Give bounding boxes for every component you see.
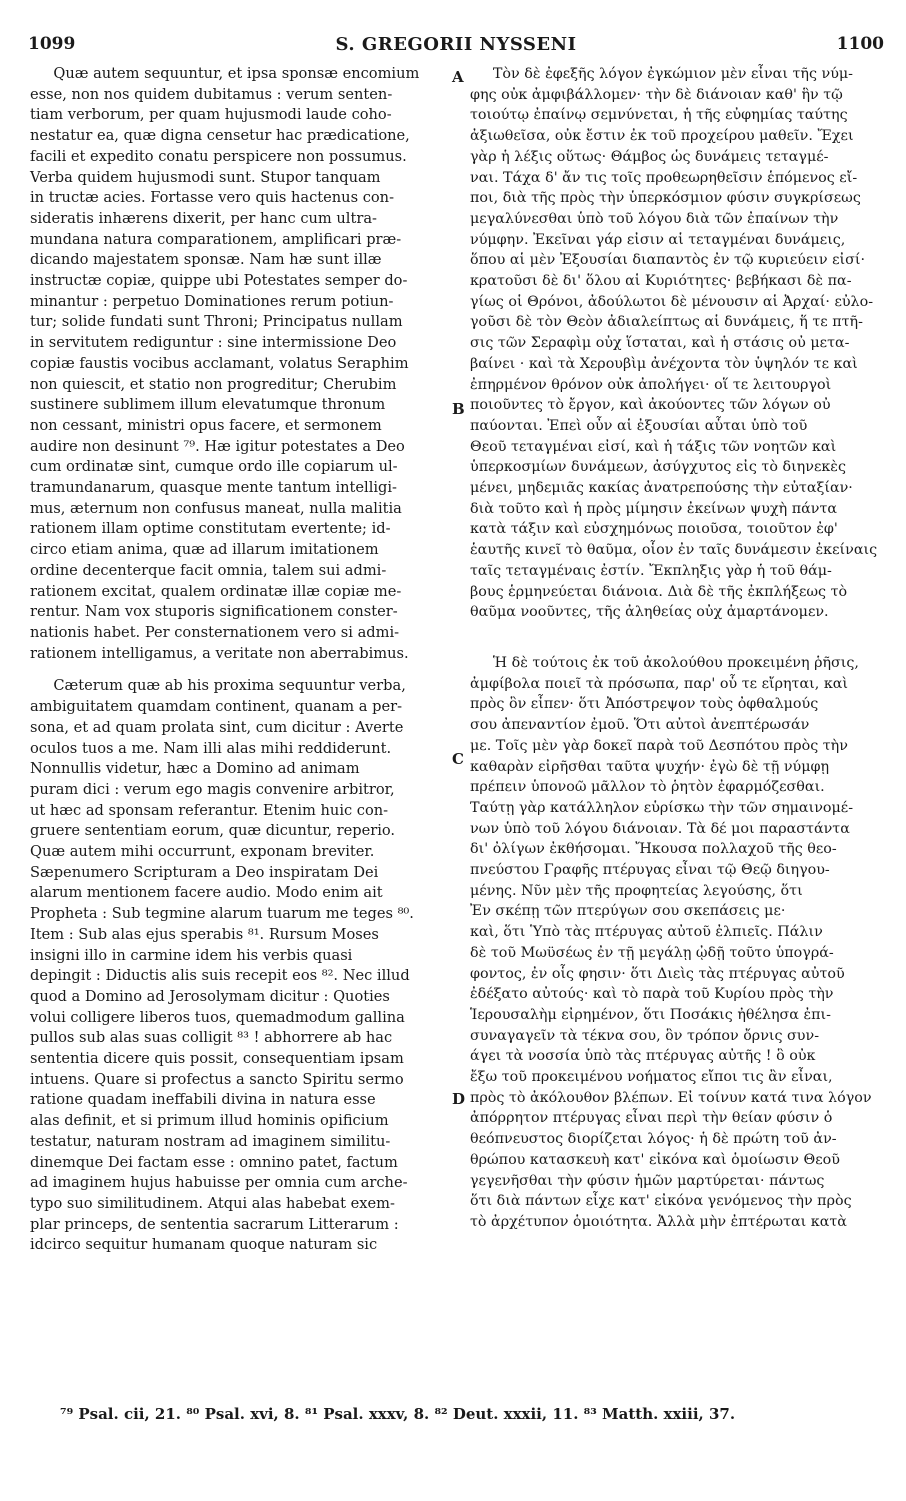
text-line: non cessant, ministri opus facere, et sermonem xyxy=(30,416,382,434)
text-line: facili et expedito conatu perspicere non possumus. xyxy=(30,147,407,165)
text-line: πνεύστου Γραφῆς πτέρυγας εἶναι τῷ Θεῷ διηγου- xyxy=(470,862,830,879)
text-line: δι' ὀλίγων ἐκθήσομαι. Ἤκουσα πολλαχοῦ τῆς θεο- xyxy=(470,841,837,858)
text-line: βαίνει · καὶ τὰ Χερουβὶμ ἀνέχοντα τὸν ὑψηλόν τε καὶ xyxy=(470,355,858,372)
page-title: S. GREGORII NYSSENI xyxy=(335,34,577,55)
text-line: Cæterum quæ ab his proxima sequuntur verba, xyxy=(53,677,406,695)
text-line: minantur : perpetuo Dominationes rerum potiun- xyxy=(30,292,394,310)
text-line: alarum mentionem facere audio. Modo enim ait xyxy=(30,884,383,902)
text-line: καθαρὰν εἰρῆσθαι ταῦτα ψυχήν· ἐγὼ δὲ τῇ νύμφῃ xyxy=(470,758,830,775)
text-line: γεγενῆσθαι τὴν φύσιν ἡμῶν μαρτύρεται· πάντως xyxy=(470,1172,825,1189)
text-line: tur; solide fundati sunt Throni; Principatus nullam xyxy=(30,313,403,331)
text-line: circo etiam anima, quæ ad illarum imitationem xyxy=(30,541,379,559)
text-line: depingit : Diductis alis suis recepit eos ⁸². Nec illud xyxy=(30,967,410,985)
text-line: rentur. Nam vox stuporis significationem conster- xyxy=(30,603,398,621)
text-line: cum ordinatæ sint, cumque ordo ille copiarum ul- xyxy=(30,458,398,476)
text-line: θαῦμα νοοῦντες, τῆς ἀληθείας οὐχ ἁμαρτάνομεν. xyxy=(470,604,829,621)
text-line: ὅτι διὰ πάντων εἶχε κατ' εἰκόνα γενόμενος τὴν πρὸς xyxy=(470,1193,852,1210)
text-line: intuens. Quare si profectus a sancto Spiritu sermo xyxy=(30,1070,404,1088)
text-line: sententia dicere quis possit, consequentiam ipsam xyxy=(30,1050,404,1068)
text-line: non quiescit, et statio non progreditur; Cherubim xyxy=(30,375,397,393)
text-line: ratione quadam ineffabili divina in natura esse xyxy=(30,1091,376,1109)
text-line: ad imaginem hujus habuisse per omnia cum arche- xyxy=(30,1174,408,1192)
text-line: γὰρ ἡ λέξις οὕτως· Θάμβος ὡς δυνάμεις τεταγμέ- xyxy=(470,148,829,165)
text-line: Sæpenumero Scripturam a Deo inspiratam Dei xyxy=(30,863,379,881)
text-line: άγει τὰ νοσσία ὑπὸ τὰς πτέρυγας αὐτῆς ! ὃ οὐκ xyxy=(470,1048,816,1065)
text-line: audire non desinunt ⁷⁹. Hæ igitur potestates a Deo xyxy=(30,437,405,455)
text-line: μένει, μηδεμιᾶς κακίας ἀνατρεπούσης τὴν εὐταξίαν· xyxy=(470,480,853,497)
latin-column xyxy=(30,64,450,1256)
text-line: tiam verborum, per quam hujusmodi laude coho- xyxy=(30,106,392,124)
margin-marker-a: A xyxy=(452,68,464,86)
text-line: καὶ, ὅτι Ὑπὸ τὰς πτέρυγας αὐτοῦ ἐλπιεῖς. Πάλιν xyxy=(470,924,823,941)
text-line: oculos tuos a me. Nam illi alas mihi reddiderunt. xyxy=(30,739,392,757)
text-line: Ἱερουσαλὴμ εἰρημένον, ὅτι Ποσάκις ἠθέλησα ἐπι- xyxy=(470,1006,831,1023)
text-line: ἔξω τοῦ προκειμένου νοήματος εἴποι τις ἂν εἶναι, xyxy=(470,1069,833,1086)
text-line: ut hæc ad sponsam referantur. Etenim huic con- xyxy=(30,801,389,819)
text-line: idcirco sequitur humanam quoque naturam sic xyxy=(30,1236,378,1254)
latin-paragraph xyxy=(30,64,450,664)
text-line: θεόπνευστος διορίζεται λόγος· ἡ δὲ πρώτη τοῦ ἀν- xyxy=(470,1131,837,1148)
text-line: testatur, naturam nostram ad imaginem similitu- xyxy=(30,1132,391,1150)
text-line: insigni illo in carmine idem his verbis quasi xyxy=(30,946,353,964)
running-header xyxy=(28,34,884,58)
text-line: παύονται. Ἐπεὶ οὖν αἱ ἐξουσίαι αὗται ὑπὸ τοῦ xyxy=(470,417,808,434)
text-line: rationem illam optime constitutam evertente; id- xyxy=(30,520,391,538)
text-line: Τὸν δὲ ἐφεξῆς λόγον ἐγκώμιον μὲν εἶναι τῆς νύμ- xyxy=(492,66,854,82)
footnotes: ⁷⁹ Psal. cii, 21. ⁸⁰ Psal. xvi, 8. ⁸¹ Psal. xxxv, 8. ⁸² Deut. xxxii, 11. ⁸³ Matth. xxiii, 37. xyxy=(60,1405,736,1423)
text-line: ordine decenterque facit omnia, talem sui admi- xyxy=(30,561,387,579)
text-line: κατὰ τάξιν καὶ εὐσχημόνως ποιοῦσα, τοιοῦτον ἐφ' xyxy=(470,521,838,538)
text-line: ἑαυτῆς κινεῖ τὸ θαῦμα, οἷον ἐν ταῖς δυνάμεσιν ἐκείναις xyxy=(470,542,878,559)
text-line: ἀπόρρητον πτέρυγας εἶναι περὶ τὴν θείαν φύσιν ὁ xyxy=(470,1110,833,1127)
text-line: πρὸς ὃν εἶπεν· ὅτι Ἀπόστρεψον τοὺς ὀφθαλμούς xyxy=(470,696,819,713)
text-line: ἀξιωθεῖσα, οὐκ ἔστιν ἐκ τοῦ προχείρου μαθεῖν. Ἔχει xyxy=(470,128,854,145)
text-line: γίως οἱ Θρόνοι, ἀδούλωτοι δὲ μένουσιν αἱ Ἀρχαί· εὐλο- xyxy=(470,293,874,310)
text-line: alas definit, et si primum illud hominis opificium xyxy=(30,1112,389,1130)
text-line: Ἡ δὲ τούτοις ἐκ τοῦ ἀκολούθου προκειμένη ῥῆσις, xyxy=(492,654,859,671)
text-line: τὸ ἀρχέτυπον ὁμοιότητα. Ἀλλὰ μὴν ἐπτέρωται κατὰ xyxy=(470,1213,847,1230)
text-line: Ἐν σκέπῃ τῶν πτερύγων σου σκεπάσεις με· xyxy=(470,903,786,920)
text-line: Quæ autem sequuntur, et ipsa sponsæ encomium xyxy=(53,65,420,82)
text-line: τοιούτῳ ἐπαίνῳ σεμνύνεται, ἡ τῆς εὐφημίας ταύτης xyxy=(470,107,848,124)
text-line: μένης. Νῦν μὲν τῆς προφητείας λεγούσης, ὅτι xyxy=(470,882,803,899)
page-number-right: 1100 xyxy=(836,34,884,54)
text-line: sona, et ad quam prolata sint, cum dicitur : Averte xyxy=(30,718,404,736)
margin-marker-d: D xyxy=(452,1090,466,1108)
text-line: πρὸς τὸ ἀκόλουθον βλέπων. Εἰ τοίνυν κατά τινα λόγον xyxy=(470,1089,872,1106)
text-line: in servitutem rediguntur : sine intermissione Deo xyxy=(30,334,397,352)
text-line: βους ἑρμηνεύεται διάνοια. Διὰ δὲ τῆς ἐκπλήξεως τὸ xyxy=(470,583,848,600)
greek-paragraph xyxy=(470,653,882,1233)
text-line: esse, non nos quidem dubitamus : verum senten- xyxy=(30,85,393,103)
margin-marker-b: B xyxy=(452,400,465,418)
greek-paragraph xyxy=(470,64,882,623)
text-line: sideratis inhærens dixerit, per hanc cum ultra- xyxy=(30,209,377,227)
text-line: ναι. Τάχα δ' ἄν τις τοῖς προθεωρηθεῖσιν ἑπόμενος εἴ- xyxy=(470,169,858,186)
text-line: instructæ copiæ, quippe ubi Potestates semper do- xyxy=(30,272,408,290)
text-line: mundana natura comparationem, amplificari præ- xyxy=(30,230,402,248)
text-line: rationem excitat, qualem ordinatæ illæ copiæ me- xyxy=(30,582,402,600)
text-line: in tructæ acies. Fortasse vero quis hactenus con- xyxy=(30,189,395,207)
text-line: ὅπου αἱ μὲν Ἐξουσίαι διαπαντὸς ἐν τῷ κυριεύειν εἰσί· xyxy=(470,252,865,269)
margin-marker-c: C xyxy=(452,750,464,768)
text-line: Propheta : Sub tegmine alarum tuarum me teges ⁸⁰. xyxy=(30,905,414,923)
text-line: rationem intelligamus, a veritate non aberrabimus. xyxy=(30,644,409,662)
text-line: σις τῶν Σεραφὶμ οὐχ ἵσταται, καὶ ἡ στάσις οὐ μετα- xyxy=(470,335,850,352)
text-line: γοῦσι δὲ τὸν Θεὸν ἀδιαλείπτως αἱ δυνάμεις, ἥ τε πτῆ- xyxy=(470,314,863,331)
text-line: dinemque Dei factam esse : omnino patet, factum xyxy=(30,1153,398,1171)
text-line: dicando majestatem sponsæ. Nam hæ sunt illæ xyxy=(30,251,382,269)
text-line: nationis habet. Per consternationem vero si admi- xyxy=(30,623,400,641)
text-line: ἐδέξατο αὐτούς· καὶ τὸ παρὰ τοῦ Κυρίου πρὸς τὴν xyxy=(470,986,834,1003)
text-line: gruere sententiam eorum, quæ dicuntur, reperio. xyxy=(30,822,396,840)
text-line: ποι, διὰ τῆς πρὸς τὴν ὑπερκόσμιον φύσιν συγκρίσεως xyxy=(470,190,861,207)
text-line: ἐπηρμένον θρόνον οὐκ ἀπολήγει· οἵ τε λειτουργοὶ xyxy=(470,376,832,393)
text-line: φοντος, ἐν οἷς φησιν· ὅτι Διεὶς τὰς πτέρυγας αὐτοῦ xyxy=(470,965,845,982)
text-line: ταῖς τεταγμέναις ἐστίν. Ἔκπληξις γὰρ ἡ τοῦ θάμ- xyxy=(470,562,832,579)
text-line: νύμφην. Ἐκεῖναι γάρ εἰσιν αἱ τεταγμέναι δυνάμεις, xyxy=(470,231,846,248)
text-line: mus, æternum non confusus maneat, nulla malitia xyxy=(30,499,402,517)
text-line: ambiguitatem quamdam continent, quanam a per- xyxy=(30,698,403,716)
text-line: Item : Sub alas ejus sperabis ⁸¹. Rursum Moses xyxy=(30,925,379,943)
latin-paragraph xyxy=(30,676,450,1256)
text-line: copiæ faustis vocibus acclamant, volatus Seraphim xyxy=(30,354,409,372)
text-line: Verba quidem hujusmodi sunt. Stupor tanquam xyxy=(30,168,381,186)
text-line: puram dici : verum ego magis convenire arbitror, xyxy=(30,780,395,798)
greek-column xyxy=(470,64,882,1233)
text-line: μεγαλύνεσθαι ὑπὸ τοῦ λόγου διὰ τῶν ἐπαίνων τὴν xyxy=(470,210,839,227)
text-line: nestatur ea, quæ digna censetur hac prædicatione, xyxy=(30,127,410,145)
text-line: Ταύτῃ γὰρ κατάλληλον εὑρίσκω τὴν τῶν σημαινομέ- xyxy=(470,799,854,816)
text-line: pullos sub alas suas colligit ⁸³ ! abhorrere ab hac xyxy=(30,1029,393,1047)
text-line: νων ὑπὸ τοῦ λόγου διάνοιαν. Τὰ δέ μοι παραστάντα xyxy=(470,820,850,837)
text-line: πρέπειν ὑπονοῶ μᾶλλον τὸ ῥητὸν ἐφαρμόζεσθαι. xyxy=(470,779,825,796)
text-line: ποιοῦντες τὸ ἔργον, καὶ ἀκούοντες τῶν λόγων οὐ xyxy=(470,397,831,414)
text-line: plar princeps, de sententia sacrarum Litterarum : xyxy=(30,1215,399,1233)
text-line: sustinere sublimem illum elevatumque thronum xyxy=(30,396,386,414)
text-line: διὰ τοῦτο καὶ ἡ πρὸς μίμησιν ἐκείνων ψυχὴ πάντα xyxy=(470,500,838,517)
text-line: quod a Domino ad Jerosolymam dicitur : Quoties xyxy=(30,987,390,1005)
text-line: Quæ autem mihi occurrunt, exponam breviter. xyxy=(30,843,375,861)
text-line: κρατοῦσι δὲ δι' ὅλου αἱ Κυριότητες· βεβήκασι δὲ πα- xyxy=(470,273,852,290)
text-line: Θεοῦ τεταγμέναι εἰσί, καὶ ἡ τάξις τῶν νοητῶν καὶ xyxy=(470,438,837,455)
text-line: σου ἀπεναντίον ἐμοῦ. Ὅτι αὐτοὶ ἀνεπτέρωσάν xyxy=(470,717,810,734)
page-number-left: 1099 xyxy=(28,34,76,54)
text-line: volui colligere liberos tuos, quemadmodum gallina xyxy=(30,1008,405,1026)
text-line: ἀμφίβολα ποιεῖ τὰ πρόσωπα, παρ' οὗ τε εἴρηται, καὶ xyxy=(470,675,849,692)
text-line: tramundanarum, quasque mente tantum intelligi- xyxy=(30,479,397,497)
text-line: φης οὐκ ἀμφιβάλλομεν· τὴν δὲ διάνοιαν καθ' ἣν τῷ xyxy=(470,86,843,103)
text-line: ὑπερκοσμίων δυνάμεων, ἀσύγχυτος εἰς τὸ διηνεκὲς xyxy=(470,459,846,476)
text-line: typo suo similitudinem. Atqui alas habebat exem- xyxy=(30,1194,395,1212)
text-line: δὲ τοῦ Μωϋσέως ἐν τῇ μεγάλῃ ᾠδῇ τοῦτο ὑπογρά- xyxy=(470,944,834,961)
text-line: συναγαγεῖν τὰ τέκνα σου, ὃν τρόπον ὄρνις συν- xyxy=(470,1027,820,1044)
text-line: Nonnullis videtur, hæc a Domino ad animam xyxy=(30,760,360,778)
text-line: θρώπου κατασκευὴ κατ' εἰκόνα καὶ ὁμοίωσιν Θεοῦ xyxy=(470,1151,840,1168)
text-line: με. Τοῖς μὲν γὰρ δοκεῖ παρὰ τοῦ Δεσπότου πρὸς τὴν xyxy=(470,737,848,754)
